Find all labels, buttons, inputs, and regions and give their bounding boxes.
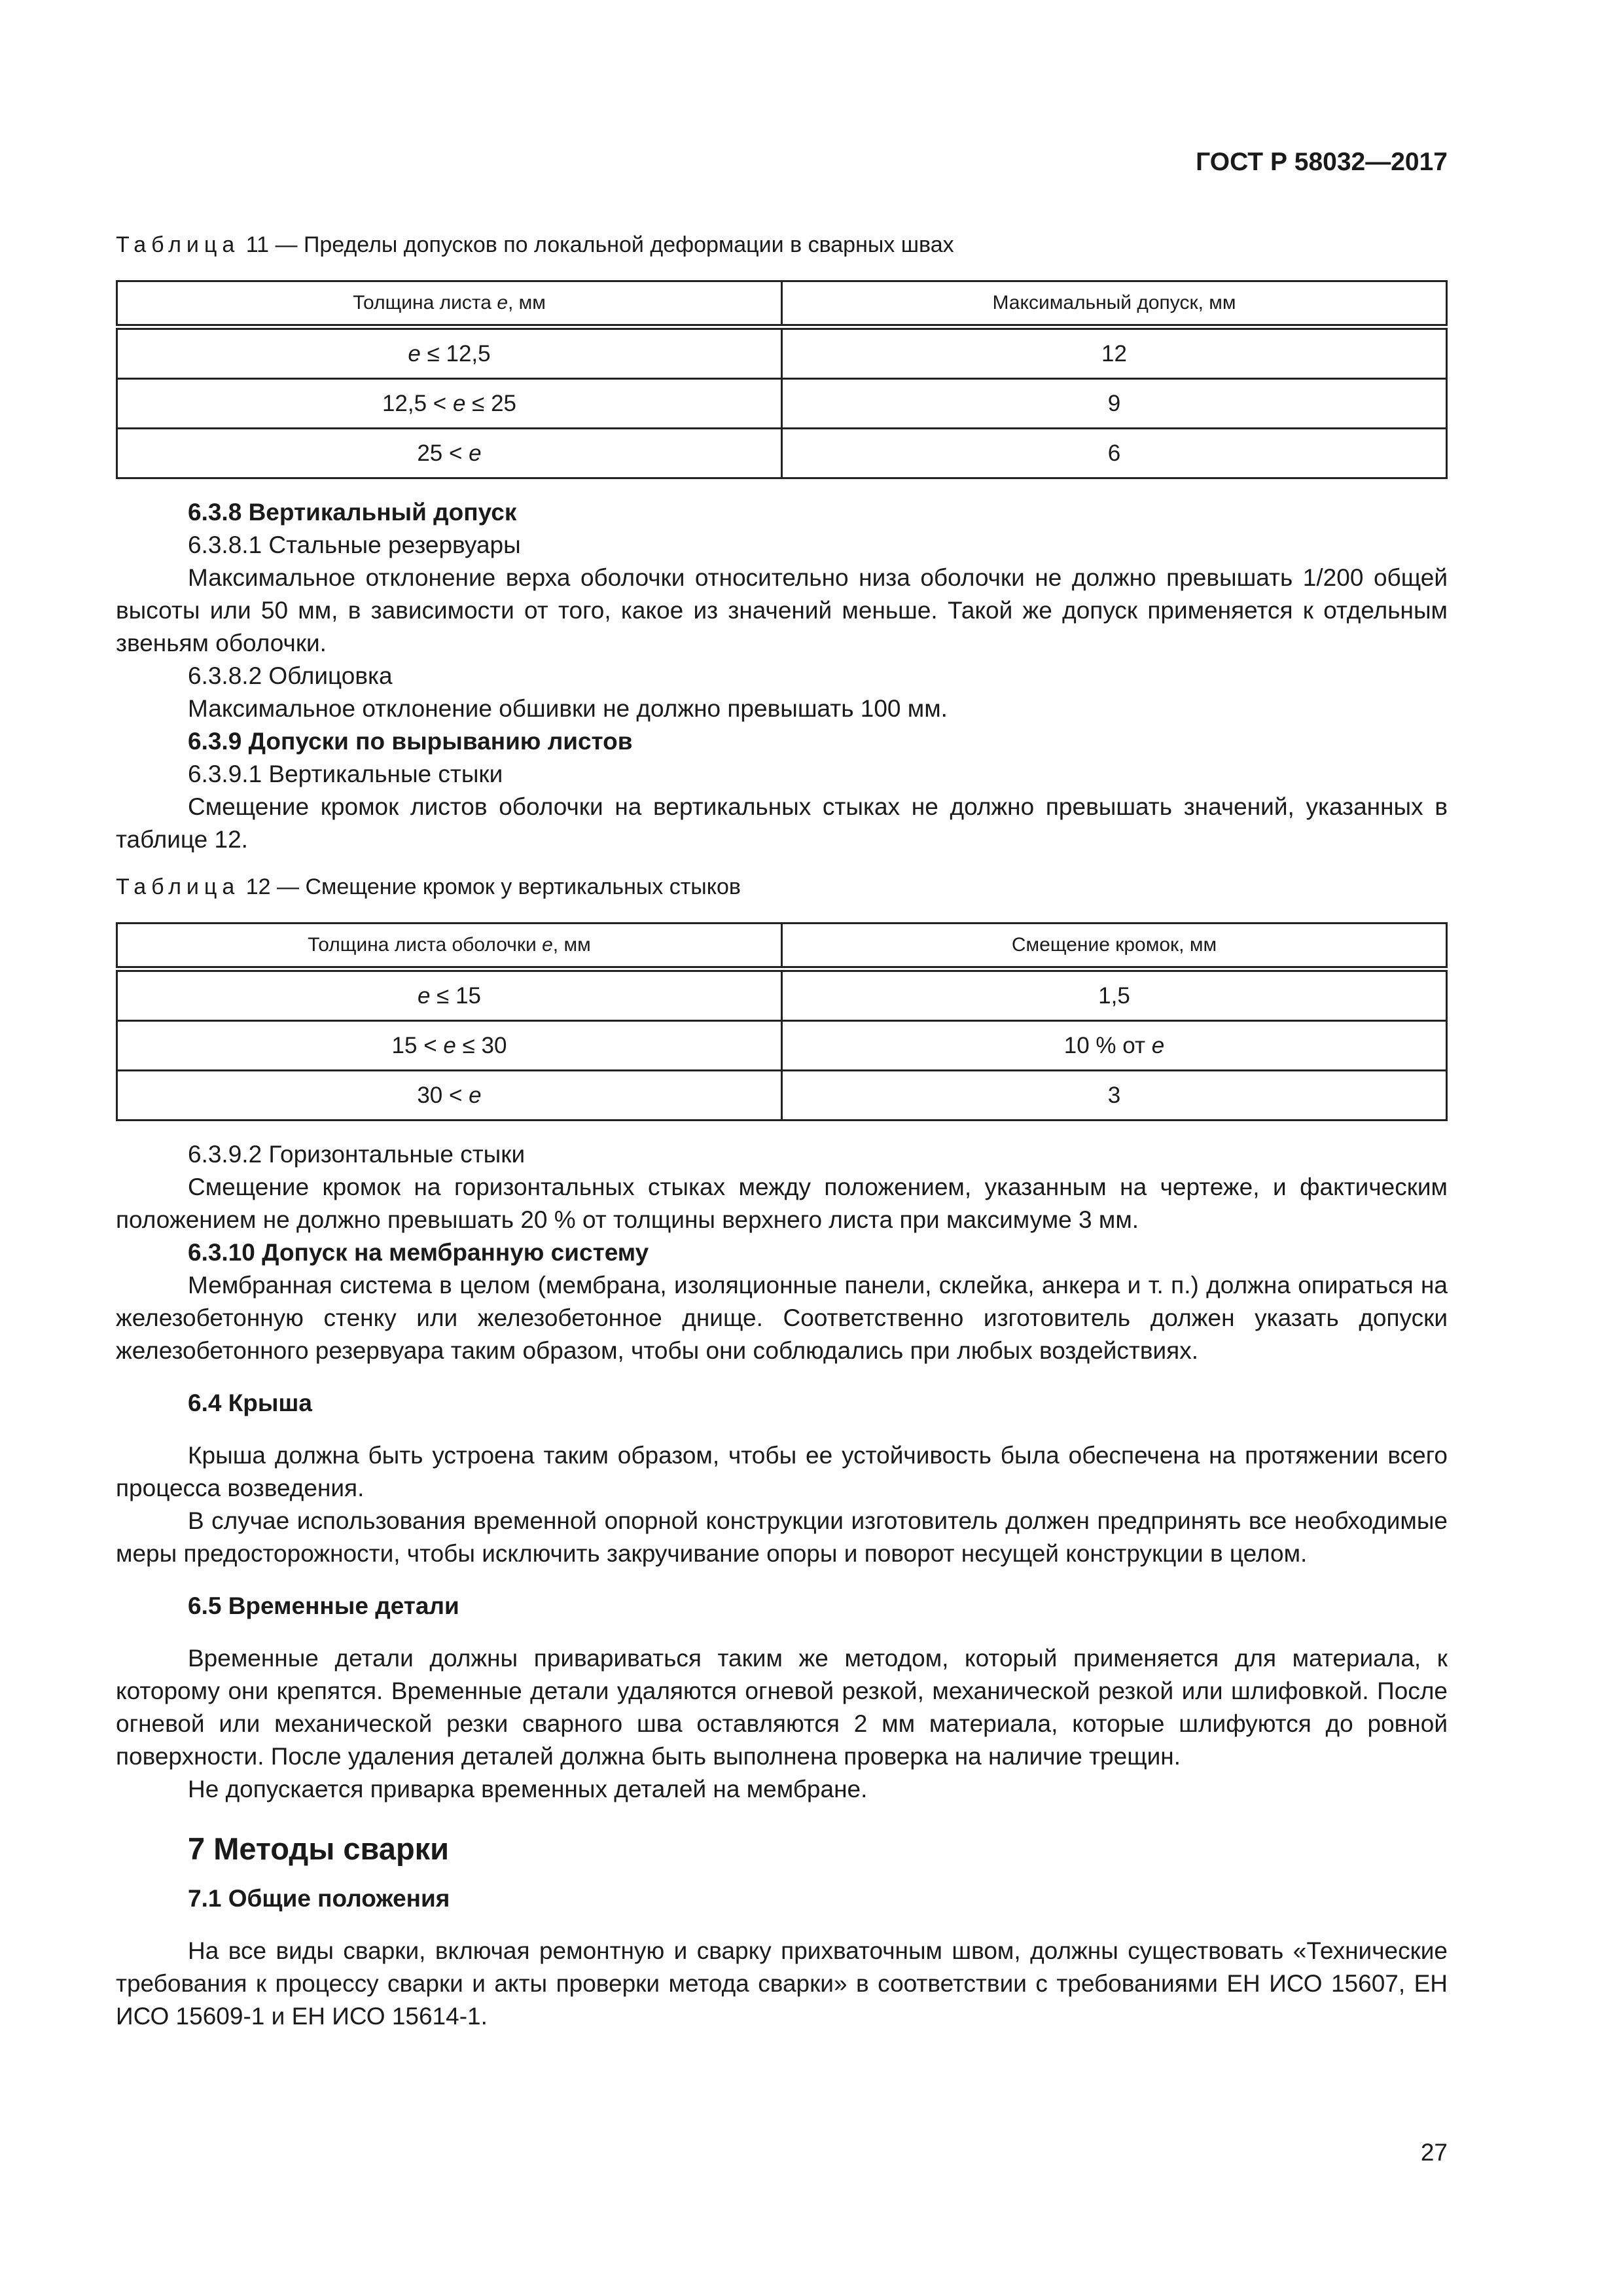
table-12-caption xyxy=(116,874,1448,900)
section-6-3-8-title: 6.3.8 Вертикальный допуск xyxy=(188,499,517,526)
table-cell-offset: 3 xyxy=(782,1071,1447,1121)
table-11-col-thickness: Толщина листа e, мм xyxy=(117,281,782,327)
table-11-header-row xyxy=(117,281,1447,327)
section-6-3-8-2-title: 6.3.8.2 Облицовка xyxy=(188,662,393,689)
table-12 xyxy=(116,922,1448,1121)
section-6-3-9-1-title: 6.3.9.1 Вертикальные стыки xyxy=(188,761,503,787)
section-6-3-9-1-text: Смещение кромок листов оболочки на вертикальных стыках не должно превышать значений, указанных в таблице 12. xyxy=(116,793,1448,853)
table-11-col-max-tolerance: Максимальный допуск, мм xyxy=(782,281,1447,327)
section-6-3-9-title: 6.3.9 Допуски по вырыванию листов xyxy=(188,728,633,755)
section-6-3-10-text: Мембранная система в целом (мембрана, изоляционные панели, склейка, анкера и т. п.) должна опираться на железобетонную стенку или железобетонное днище. Соответственно изготовитель должен указать допуски железобетонного резервуара таким образом, чтобы они соблюдались при любых воздействиях. xyxy=(116,1272,1448,1364)
section-7-title: 7 Методы сварки xyxy=(188,1831,450,1866)
table-11-caption-text: 11 — Пределы допусков по локальной деформации в сварных швах xyxy=(240,232,954,257)
section-6-5-title: 6.5 Временные детали xyxy=(188,1592,459,1619)
table-cell-thickness: e ≤ 15 xyxy=(117,969,782,1021)
table-cell-thickness: 15 < e ≤ 30 xyxy=(117,1021,782,1071)
table-11-caption xyxy=(116,232,1448,258)
table-cell-tolerance: 9 xyxy=(782,379,1447,429)
section-7-1-text: На все виды сварки, включая ремонтную и сварку прихваточным швом, должны существовать «Технические требования к процессу сварки и акты проверки метода сварки» в соответствии с требованиями ЕН ИСО 15607, ЕН ИСО 15609-1 и ЕН ИСО 15614-1. xyxy=(116,1937,1448,2030)
table-cell-thickness: 12,5 < e ≤ 25 xyxy=(117,379,782,429)
section-6-3-10-title: 6.3.10 Допуск на мембранную систему xyxy=(188,1239,649,1266)
table-cell-thickness: 25 < e xyxy=(117,429,782,478)
document-id: ГОСТ Р 58032—2017 xyxy=(1196,148,1448,176)
table-12-caption-text: 12 — Смещение кромок у вертикальных стыков xyxy=(240,874,741,899)
section-6-3-8-2-text: Максимальное отклонение обшивки не должно превышать 100 мм. xyxy=(188,695,948,722)
page-number: 27 xyxy=(1420,2139,1448,2166)
section-6-3-8-1-title: 6.3.8.1 Стальные резервуары xyxy=(188,531,521,558)
table-cell-offset: 10 % от e xyxy=(782,1021,1447,1071)
table-row xyxy=(117,429,1447,478)
section-7-1-title: 7.1 Общие положения xyxy=(188,1885,450,1912)
table-row xyxy=(117,969,1447,1021)
table-12-col-offset: Смещение кромок, мм xyxy=(782,924,1447,969)
table-cell-thickness: 30 < e xyxy=(117,1071,782,1121)
page-content xyxy=(116,219,1448,2033)
table-12-col-thickness: Толщина листа оболочки e, мм xyxy=(117,924,782,969)
table-cell-tolerance: 6 xyxy=(782,429,1447,478)
table-row xyxy=(117,379,1447,429)
table-12-caption-label: Таблица xyxy=(116,874,240,899)
section-6-5-text-2: Не допускается приварка временных деталей на мембране. xyxy=(188,1776,868,1803)
section-6-3-8-1-text: Максимальное отклонение верха оболочки относительно низа оболочки не должно превышать 1/200 общей высоты или 50 мм, в зависимости от того, какое из значений меньше. Такой же допуск применяется к отдельным звеньям оболочки. xyxy=(116,564,1448,656)
table-12-header-row xyxy=(117,924,1447,969)
section-6-4-title: 6.4 Крыша xyxy=(188,1390,312,1416)
table-row xyxy=(117,1021,1447,1071)
table-11 xyxy=(116,280,1448,479)
table-cell-thickness: e ≤ 12,5 xyxy=(117,327,782,379)
section-6-3-9-2-title: 6.3.9.2 Горизонтальные стыки xyxy=(188,1141,526,1168)
section-6-5-text-1: Временные детали должны привариваться таким же методом, который применяется для материала, к которому они крепятся. Временные детали удаляются огневой резкой, механической резкой или шлифовкой. После огневой или механической резки сварного шва оставляются 2 мм материала, которые шлифуются до ровной поверхности. После удаления деталей должна быть выполнена проверка на наличие трещин. xyxy=(116,1645,1448,1770)
table-cell-offset: 1,5 xyxy=(782,969,1447,1021)
table-row xyxy=(117,327,1447,379)
section-6-3-9-2-text: Смещение кромок на горизонтальных стыках между положением, указанным на чертеже, и фактическим положением не должно превышать 20 % от толщины верхнего листа при максимуме 3 мм. xyxy=(116,1174,1448,1233)
table-11-caption-label: Таблица xyxy=(116,232,240,257)
table-cell-tolerance: 12 xyxy=(782,327,1447,379)
section-6-4-text-2: В случае использования временной опорной конструкции изготовитель должен предпринять все необходимые меры предосторожности, чтобы исключить закручивание опоры и поворот несущей конструкции в целом. xyxy=(116,1507,1448,1567)
table-row xyxy=(117,1071,1447,1121)
section-6-4-text-1: Крыша должна быть устроена таким образом, чтобы ее устойчивость была обеспечена на протяжении всего процесса возведения. xyxy=(116,1442,1448,1501)
